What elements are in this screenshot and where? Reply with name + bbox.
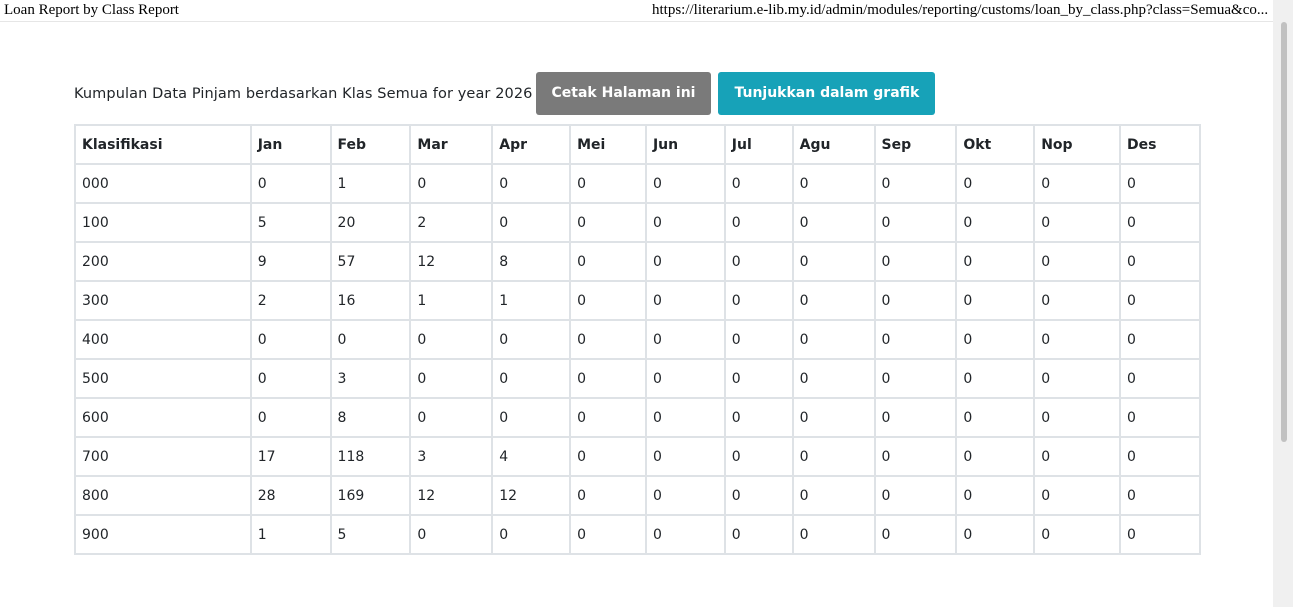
month-count-cell: 12	[410, 242, 492, 281]
month-count-cell: 0	[570, 320, 646, 359]
month-count-cell: 2	[251, 281, 331, 320]
column-header-klasifikasi: Klasifikasi	[75, 125, 251, 164]
table-row	[75, 515, 1200, 554]
month-count-cell: 0	[646, 515, 725, 554]
month-count-cell: 0	[570, 359, 646, 398]
month-count-cell: 0	[646, 359, 725, 398]
month-count-cell: 1	[331, 164, 411, 203]
month-count-cell: 0	[1120, 242, 1200, 281]
month-count-cell: 0	[331, 320, 411, 359]
month-count-cell: 0	[646, 437, 725, 476]
print-header	[0, 0, 1293, 22]
class-cell: 100	[75, 203, 251, 242]
month-count-cell: 5	[251, 203, 331, 242]
table-row	[75, 164, 1200, 203]
class-cell: 900	[75, 515, 251, 554]
month-count-cell: 0	[875, 398, 957, 437]
month-count-cell: 0	[725, 398, 793, 437]
month-count-cell: 0	[725, 359, 793, 398]
month-count-cell: 0	[646, 398, 725, 437]
print-header-title: Loan Report by Class Report	[4, 2, 179, 18]
table-row	[75, 242, 1200, 281]
month-count-cell: 0	[646, 203, 725, 242]
column-header-okt: Okt	[956, 125, 1034, 164]
month-count-cell: 0	[793, 281, 875, 320]
month-count-cell: 0	[725, 203, 793, 242]
month-count-cell: 0	[1120, 281, 1200, 320]
month-count-cell: 1	[251, 515, 331, 554]
month-count-cell: 0	[793, 164, 875, 203]
month-count-cell: 0	[956, 437, 1034, 476]
month-count-cell: 0	[570, 203, 646, 242]
month-count-cell: 0	[1120, 476, 1200, 515]
table-row	[75, 398, 1200, 437]
month-count-cell: 3	[331, 359, 411, 398]
month-count-cell: 0	[956, 164, 1034, 203]
column-header-jan: Jan	[251, 125, 331, 164]
month-count-cell: 0	[1034, 515, 1120, 554]
column-header-apr: Apr	[492, 125, 570, 164]
column-header-nop: Nop	[1034, 125, 1120, 164]
month-count-cell: 118	[331, 437, 411, 476]
month-count-cell: 0	[725, 242, 793, 281]
report-toolbar	[74, 72, 1201, 115]
report-intro-text: Kumpulan Data Pinjam berdasarkan Klas Semua for year 2026	[74, 85, 533, 102]
month-count-cell: 0	[1034, 164, 1120, 203]
month-count-cell: 0	[793, 359, 875, 398]
print-header-url: https://literarium.e-lib.my.id/admin/modules/reporting/customs/loan_by_class.php?class=Semua&co...	[652, 2, 1269, 18]
column-header-feb: Feb	[331, 125, 411, 164]
month-count-cell: 0	[1034, 242, 1120, 281]
month-count-cell: 0	[875, 359, 957, 398]
table-body	[75, 164, 1200, 554]
month-count-cell: 0	[875, 476, 957, 515]
class-cell: 800	[75, 476, 251, 515]
scrollbar-thumb[interactable]	[1281, 22, 1287, 442]
month-count-cell: 0	[1034, 281, 1120, 320]
month-count-cell: 0	[1120, 398, 1200, 437]
class-cell: 700	[75, 437, 251, 476]
month-count-cell: 0	[570, 515, 646, 554]
month-count-cell: 0	[793, 242, 875, 281]
month-count-cell: 0	[793, 203, 875, 242]
month-count-cell: 0	[646, 242, 725, 281]
month-count-cell: 0	[410, 398, 492, 437]
month-count-cell: 0	[956, 281, 1034, 320]
month-count-cell: 5	[331, 515, 411, 554]
table-row	[75, 359, 1200, 398]
month-count-cell: 0	[1120, 359, 1200, 398]
month-count-cell: 0	[492, 320, 570, 359]
month-count-cell: 0	[251, 359, 331, 398]
month-count-cell: 0	[570, 398, 646, 437]
column-header-des: Des	[1120, 125, 1200, 164]
month-count-cell: 169	[331, 476, 411, 515]
month-count-cell: 12	[492, 476, 570, 515]
month-count-cell: 16	[331, 281, 411, 320]
month-count-cell: 0	[725, 515, 793, 554]
month-count-cell: 4	[492, 437, 570, 476]
month-count-cell: 28	[251, 476, 331, 515]
month-count-cell: 0	[725, 320, 793, 359]
month-count-cell: 8	[492, 242, 570, 281]
month-count-cell: 0	[956, 398, 1034, 437]
month-count-cell: 0	[492, 515, 570, 554]
table-row	[75, 476, 1200, 515]
month-count-cell: 0	[793, 515, 875, 554]
month-count-cell: 0	[1120, 203, 1200, 242]
month-count-cell: 0	[570, 164, 646, 203]
month-count-cell: 0	[875, 281, 957, 320]
month-count-cell: 1	[492, 281, 570, 320]
month-count-cell: 0	[646, 476, 725, 515]
table-row	[75, 437, 1200, 476]
month-count-cell: 0	[492, 164, 570, 203]
column-header-agu: Agu	[793, 125, 875, 164]
report-content	[74, 72, 1201, 555]
month-count-cell: 0	[570, 281, 646, 320]
month-count-cell: 0	[1034, 359, 1120, 398]
month-count-cell: 0	[646, 281, 725, 320]
month-count-cell: 0	[725, 476, 793, 515]
month-count-cell: 0	[956, 515, 1034, 554]
month-count-cell: 0	[875, 320, 957, 359]
month-count-cell: 0	[1120, 164, 1200, 203]
month-count-cell: 3	[410, 437, 492, 476]
vertical-scrollbar[interactable]	[1273, 0, 1293, 607]
table-header-row	[75, 125, 1200, 164]
month-count-cell: 0	[956, 203, 1034, 242]
class-cell: 400	[75, 320, 251, 359]
table-row	[75, 320, 1200, 359]
month-count-cell: 0	[251, 398, 331, 437]
month-count-cell: 0	[251, 320, 331, 359]
month-count-cell: 0	[875, 515, 957, 554]
month-count-cell: 9	[251, 242, 331, 281]
month-count-cell: 0	[492, 359, 570, 398]
month-count-cell: 17	[251, 437, 331, 476]
month-count-cell: 1	[410, 281, 492, 320]
column-header-sep: Sep	[875, 125, 957, 164]
month-count-cell: 0	[646, 320, 725, 359]
month-count-cell: 0	[410, 164, 492, 203]
month-count-cell: 0	[875, 203, 957, 242]
loan-by-class-table	[74, 124, 1201, 555]
month-count-cell: 0	[956, 242, 1034, 281]
month-count-cell: 8	[331, 398, 411, 437]
month-count-cell: 0	[1034, 476, 1120, 515]
month-count-cell: 57	[331, 242, 411, 281]
column-header-mei: Mei	[570, 125, 646, 164]
month-count-cell: 0	[570, 437, 646, 476]
month-count-cell: 0	[410, 320, 492, 359]
month-count-cell: 0	[793, 437, 875, 476]
month-count-cell: 2	[410, 203, 492, 242]
column-header-mar: Mar	[410, 125, 492, 164]
class-cell: 200	[75, 242, 251, 281]
table-row	[75, 203, 1200, 242]
month-count-cell: 0	[570, 242, 646, 281]
column-header-jun: Jun	[646, 125, 725, 164]
month-count-cell: 0	[875, 437, 957, 476]
class-cell: 500	[75, 359, 251, 398]
month-count-cell: 20	[331, 203, 411, 242]
month-count-cell: 0	[1120, 320, 1200, 359]
month-count-cell: 0	[1034, 398, 1120, 437]
month-count-cell: 0	[725, 281, 793, 320]
month-count-cell: 0	[492, 398, 570, 437]
month-count-cell: 0	[725, 164, 793, 203]
month-count-cell: 0	[570, 476, 646, 515]
month-count-cell: 0	[646, 164, 725, 203]
month-count-cell: 0	[410, 359, 492, 398]
month-count-cell: 0	[251, 164, 331, 203]
class-cell: 600	[75, 398, 251, 437]
month-count-cell: 0	[875, 242, 957, 281]
month-count-cell: 0	[1120, 437, 1200, 476]
month-count-cell: 12	[410, 476, 492, 515]
print-page-button[interactable]: Cetak Halaman ini	[536, 72, 712, 115]
month-count-cell: 0	[410, 515, 492, 554]
month-count-cell: 0	[793, 398, 875, 437]
month-count-cell: 0	[956, 359, 1034, 398]
table-row	[75, 281, 1200, 320]
month-count-cell: 0	[1034, 203, 1120, 242]
class-cell: 000	[75, 164, 251, 203]
month-count-cell: 0	[1034, 437, 1120, 476]
month-count-cell: 0	[793, 476, 875, 515]
class-cell: 300	[75, 281, 251, 320]
month-count-cell: 0	[793, 320, 875, 359]
month-count-cell: 0	[492, 203, 570, 242]
show-chart-button[interactable]: Tunjukkan dalam grafik	[718, 72, 935, 115]
month-count-cell: 0	[956, 476, 1034, 515]
column-header-jul: Jul	[725, 125, 793, 164]
month-count-cell: 0	[875, 164, 957, 203]
month-count-cell: 0	[725, 437, 793, 476]
month-count-cell: 0	[1034, 320, 1120, 359]
month-count-cell: 0	[956, 320, 1034, 359]
month-count-cell: 0	[1120, 515, 1200, 554]
